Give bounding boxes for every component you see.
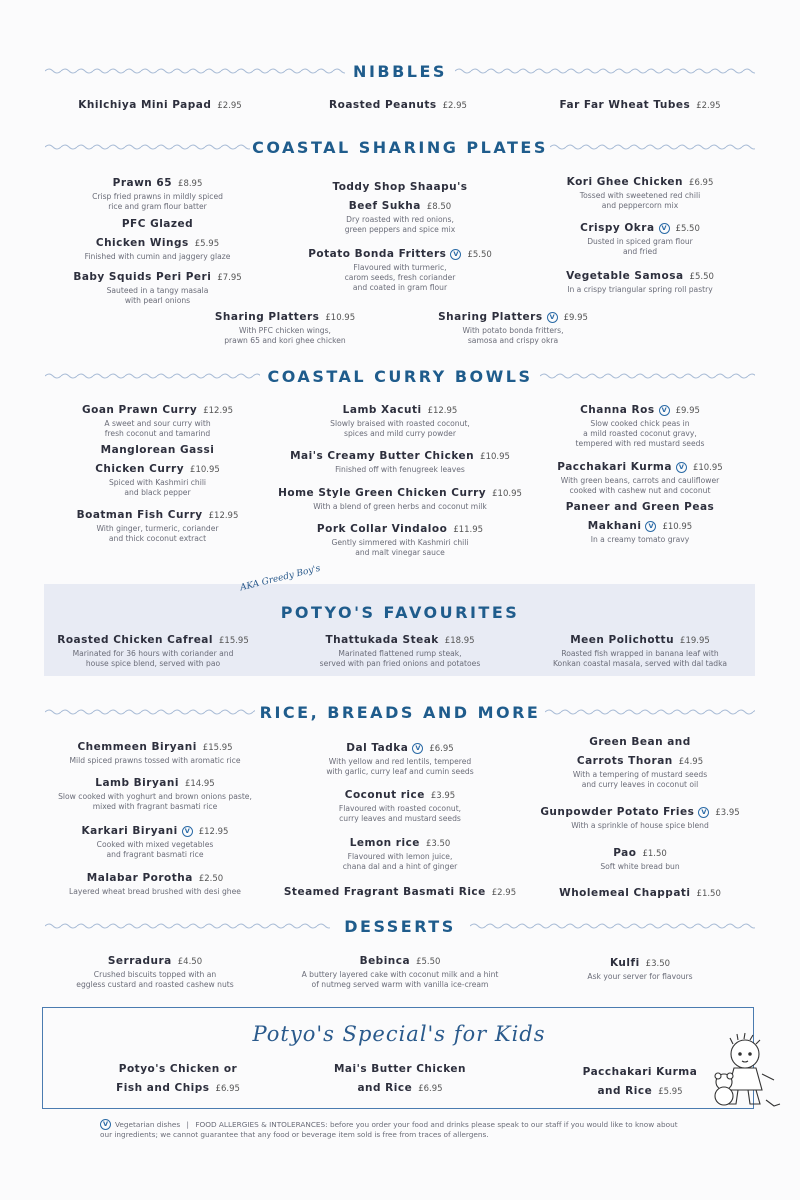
section-title-kids: Potyo's Special's for Kids xyxy=(252,1022,546,1046)
menu-item: Pacchakari Kurma V £10.95 With green beans, carrots and cauliflower cooked with cashew nut and coconut xyxy=(557,461,723,495)
menu-item: Kori Ghee Chicken £6.95 Tossed with sweetened red chili and peppercorn mix xyxy=(566,176,714,210)
menu-item: Wholemeal Chappati £1.50 xyxy=(559,887,721,899)
menu-item: Coconut rice £3.95 Flavoured with roasted coconut, curry leaves and mustard seeds xyxy=(338,789,462,823)
menu-item: Malabar Porotha £2.50 Layered wheat bread brushed with desi ghee xyxy=(69,872,241,896)
veg-icon: V xyxy=(412,743,423,754)
menu-item: Lamb Xacuti £12.95 Slowly braised with roasted coconut, spices and mild curry powder xyxy=(330,404,470,438)
menu-item: Baby Squids Peri Peri £7.95 Sauteed in a tangy masala with pearl onions xyxy=(73,271,242,305)
menu-item: Dal Tadka V £6.95 With yellow and red lentils, tempered with garlic, curry leaf and cumin seeds xyxy=(326,742,474,776)
menu-item: Meen Polichottu £19.95 Roasted fish wrapped in banana leaf with Konkan coastal masala, served with dal tadka xyxy=(552,634,728,668)
menu-item: Roasted Peanuts £2.95 xyxy=(329,99,467,111)
section-title-curry: COASTAL CURRY BOWLS xyxy=(267,367,533,386)
menu-item: Channa Ros V £9.95 Slow cooked chick peas in a mild roasted coconut gravy, tempered with red mustard seeds xyxy=(575,404,705,448)
section-title-rice: RICE, BREADS AND MORE xyxy=(259,703,541,722)
menu-item: Boatman Fish Curry £12.95 With ginger, turmeric, coriander and thick coconut extract xyxy=(76,509,239,543)
menu-item: Prawn 65 £8.95 Crisp fried prawns in mildly spiced rice and gram flour batter xyxy=(92,177,223,211)
menu-item: Far Far Wheat Tubes £2.95 xyxy=(559,99,721,111)
section-title-favourites: POTYO'S FAVOURITES xyxy=(280,603,520,622)
menu-item: Kulfi £3.50 Ask your server for flavours xyxy=(587,957,693,981)
menu-item: Potato Bonda Fritters V £5.50 Flavoured with turmeric, carom seeds, fresh coriander and coated in gram flour xyxy=(308,248,492,292)
menu-item: Home Style Green Chicken Curry £10.95 With a blend of green herbs and coconut milk xyxy=(278,487,522,511)
section-title-sharing: COASTAL SHARING PLATES xyxy=(252,138,548,157)
veg-icon: V xyxy=(450,249,461,260)
menu-item: Mai's Creamy Butter Chicken £10.95 Finished off with fenugreek leaves xyxy=(290,450,510,474)
menu-item: Mai's Butter Chicken and Rice £6.95 xyxy=(333,1063,467,1094)
menu-item: Pao £1.50 Soft white bread bun xyxy=(600,847,680,871)
menu-item: PFC Glazed Chicken Wings £5.95 Finished with cumin and jaggery glaze xyxy=(84,218,231,261)
veg-icon: V xyxy=(100,1119,111,1130)
favourites-tagline: AKA Greedy Boy's xyxy=(239,563,322,594)
veg-icon: V xyxy=(182,826,193,837)
menu-item: Sharing Platters V £9.95 With potato bonda fritters, samosa and crispy okra xyxy=(438,311,588,345)
menu-item: Chemmeen Biryani £15.95 Mild spiced prawns tossed with aromatic rice xyxy=(69,741,241,765)
veg-icon: V xyxy=(659,405,670,416)
menu-item: Paneer and Green Peas Makhani V £10.95 In a creamy tomato gravy xyxy=(565,501,715,544)
menu-item: Green Bean and Carrots Thoran £4.95 With a tempering of mustard seeds and curry leaves in coconut oil xyxy=(572,736,708,789)
menu-item: Pork Collar Vindaloo £11.95 Gently simmered with Kashmiri chili and malt vinegar sauce xyxy=(316,523,484,557)
menu-item: Bebinca £5.50 A buttery layered cake with coconut milk and a hint of nutmeg served warm with vanilla ice-cream xyxy=(301,955,499,989)
menu-item: Sharing Platters £10.95 With PFC chicken wings, prawn 65 and kori ghee chicken xyxy=(214,311,356,345)
menu-item: Khilchiya Mini Papad £2.95 xyxy=(78,99,242,111)
menu-item: Potyo's Chicken or Fish and Chips £6.95 xyxy=(116,1063,240,1094)
kids-menu-panel xyxy=(42,1007,754,1109)
menu-item: Manglorean Gassi Chicken Curry £10.95 Spiced with Kashmiri chili and black pepper xyxy=(95,444,220,497)
veg-icon: V xyxy=(645,521,656,532)
menu-item: Vegetable Samosa £5.50 In a crispy triangular spring roll pastry xyxy=(566,270,714,294)
veg-icon: V xyxy=(676,462,687,473)
veg-icon: V xyxy=(698,807,709,818)
section-title-nibbles: NIBBLES xyxy=(353,62,447,81)
menu-item: Gunpowder Potato Fries V £3.95 With a sprinkle of house spice blend xyxy=(540,806,740,830)
allergen-footer: V Vegetarian dishes | FOOD ALLERGIES & INTOLERANCES: before you order your food and drinks please speak to our staff if you would like to know about our ingredients; we cannot guarantee that any food or beverage item sold is free from traces of allergens. xyxy=(100,1120,678,1139)
menu-item: Karkari Biryani V £12.95 Cooked with mixed vegetables and fragrant basmati rice xyxy=(81,825,229,859)
menu-item: Goan Prawn Curry £12.95 A sweet and sour curry with fresh coconut and tamarind xyxy=(82,404,233,438)
boy-with-teddy-illustration xyxy=(700,1030,790,1120)
menu-item: Thattukada Steak £18.95 Marinated flattened rump steak, served with pan fried onions and potatoes xyxy=(319,634,481,668)
menu-item: Toddy Shop Shaapu's Beef Sukha £8.50 Dry roasted with red onions, green peppers and spice mix xyxy=(332,181,468,234)
section-title-desserts: DESSERTS xyxy=(344,917,456,936)
menu-item: Crispy Okra V £5.50 Dusted in spiced gram flour and fried xyxy=(580,222,700,256)
veg-icon: V xyxy=(547,312,558,323)
menu-item: Serradura £4.50 Crushed biscuits topped with an eggless custard and roasted cashew nuts xyxy=(76,955,234,989)
menu-item: Lamb Biryani £14.95 Slow cooked with yoghurt and brown onions paste, mixed with fragrant basmati rice xyxy=(58,777,252,811)
menu-item: Roasted Chicken Cafreal £15.95 Marinated for 36 hours with coriander and house spice blend, served with pao xyxy=(57,634,249,668)
menu-item: Lemon rice £3.50 Flavoured with lemon juice, chana dal and a hint of ginger xyxy=(342,837,458,871)
menu-item: Steamed Fragrant Basmati Rice £2.95 xyxy=(283,886,517,898)
menu-item: Pacchakari Kurma and Rice £5.95 xyxy=(582,1066,698,1097)
veg-icon: V xyxy=(659,223,670,234)
